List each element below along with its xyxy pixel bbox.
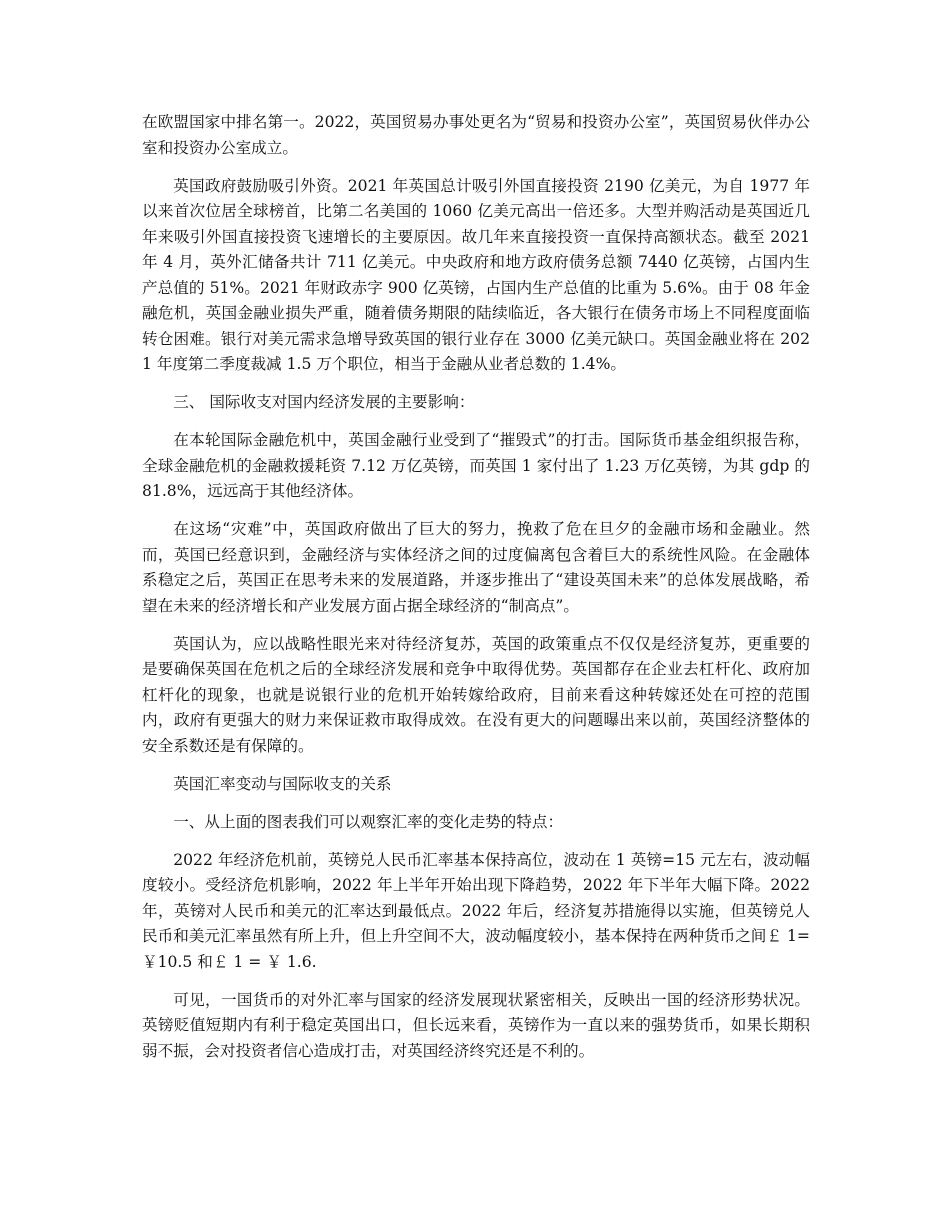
document-body xyxy=(142,110,810,1077)
section-heading-balance-of-payments-impact: 三、 国际收支对国内经济发展的主要影响： xyxy=(173,393,475,411)
section-heading-exchange-rate: 英国汇率变动与国际收支的关系 xyxy=(173,774,392,793)
paragraph-foreign-investment: 英国政府鼓励吸引外资。2021 年英国总计吸引外国直接投资 2190 亿美元，为自 1977 年以来首次位居全球榜首，比第二名美国的 1060 亿美元高出一倍还多。大型并购活动是英国近几年来吸引外国直接投资飞速增长的主要原因。故几年来直接投资一直保持高额状态。截至 2021 年 4 月，英外汇储备共计 711 亿美元。中央政府和地方政府债务总额 7440 亿英镑，占国内生产总值的 51%。2021 年财政赤字 900 亿英镑，占国内生产总值的比重为 5.6%。由于 08 年金融危机，英国金融业损失严重，随着债务期限的陆续临近，各大银行在债务市场上不同程度面临转仓困难。银行对美元需求急增导致英国的银行业存在 3000 亿美元缺口。英国金融业将在 2021 年度第二季度裁减 1.5 万个职位，相当于金融从业者总数的 1.4%。 xyxy=(142,176,810,373)
paragraph-conclusion: 可见，一国货币的对外汇率与国家的经济发展现状紧密相关，反映出一国的经济形势状况。英镑贬值短期内有利于稳定英国出口，但长远来看，英镑作为一直以来的强势货币，如果长期积弱不振，会对投资者信心造成打击，对英国经济终究还是不利的。 xyxy=(142,990,810,1060)
paragraph-economic-recovery: 英国认为，应以战略性眼光来对待经济复苏，英国的政策重点不仅仅是经济复苏，更重要的是要确保英国在危机之后的全球经济发展和竞争中取得优势。英国都存在企业去杠杆化、政府加杠杆化的现象，也就是说银行业的危机开始转嫁给政府，目前来看这种转嫁还处在可控的范围内，政府有更强大的财力来保证救市取得成效。在没有更大的问题曝出来以前，英国经济整体的安全系数还是有保障的。 xyxy=(142,634,810,755)
paragraph-exchange-rate-trend: 2022 年经济危机前，英镑兑人民币汇率基本保持高位，波动在 1 英镑=15 元左右，波动幅度较小。受经济危机影响，2022 年上半年开始出现下降趋势，2022 年下半年大幅下降。2022 年，英镑对人民币和美元的汇率达到最低点。2022 年后，经济复苏措施得以实施，但英镑兑人民币和美元汇率虽然有所上升，但上升空间不大，波动幅度较小，基本保持在两种货币之间￡ 1=￥10.5 和￡ 1 = ￥ 1.6. xyxy=(142,850,810,971)
paragraph-continuation: 在欧盟国家中排名第一。2022，英国贸易办事处更名为“贸易和投资办公室”，英国贸易伙伴办公室和投资办公室成立。 xyxy=(142,113,810,157)
paragraph-government-response: 在这场“灾难”中，英国政府做出了巨大的努力，挽救了危在旦夕的金融市场和金融业。然而，英国已经意识到，金融经济与实体经济之间的过度偏离包含着巨大的系统性风险。在金融体系稳定之后，英国正在思考未来的发展道路，并逐步推出了“建设英国未来”的总体发展战略，希望在未来的经济增长和产业发展方面占据全球经济的“制高点”。 xyxy=(142,520,810,615)
paragraph-financial-crisis: 在本轮国际金融危机中，英国金融行业受到了“摧毁式”的打击。国际货币基金组织报告称，全球金融危机的金融救援耗资 7.12 万亿英镑，而英国 1 家付出了 1.23 万亿英镑，为其 gdp 的 81.8%，远远高于其他经济体。 xyxy=(142,431,810,500)
subheading-chart-observation: 一、从上面的图表我们可以观察汇率的变化走势的特点： xyxy=(173,812,564,831)
